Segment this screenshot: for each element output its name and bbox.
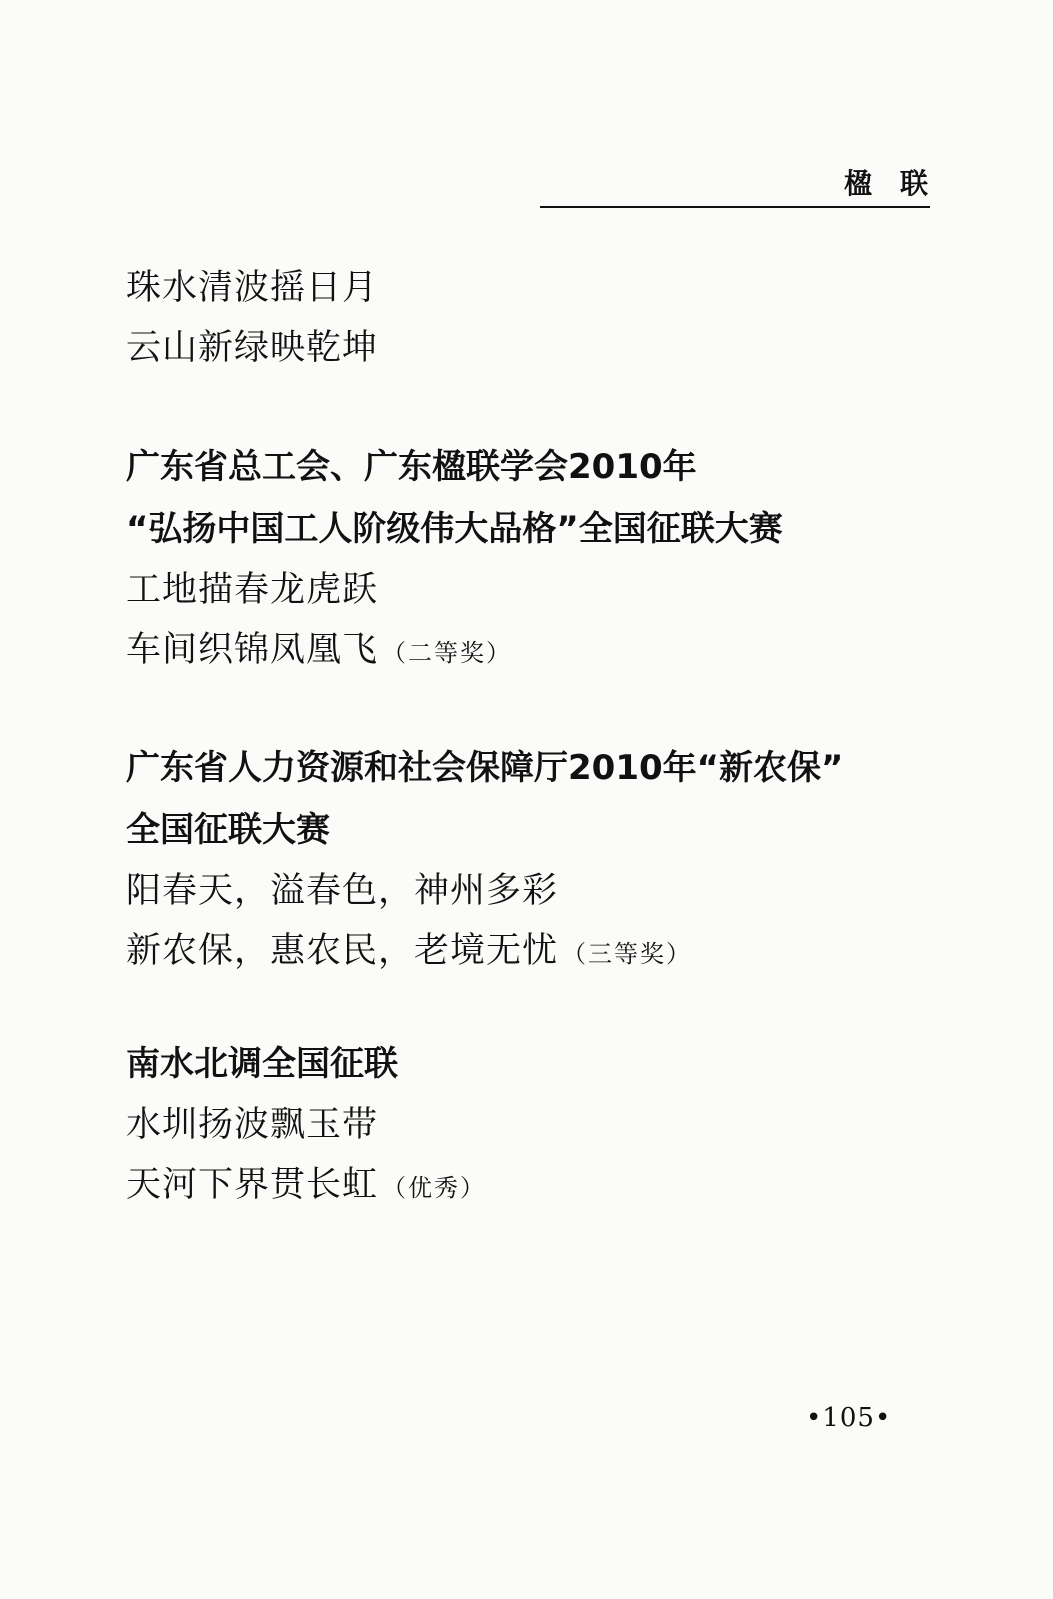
couplet-line: 云山新绿映乾坤 <box>126 328 379 368</box>
contest-heading: 南水北调全国征联 <box>126 1044 398 1084</box>
couplet-line: 工地描春龙虎跃 <box>126 570 379 610</box>
award-label: （二等奖） <box>382 639 513 667</box>
contest-heading: 广东省人力资源和社会保障厅2010年“新农保” <box>126 748 844 788</box>
couplet-line: 珠水清波摇日月 <box>126 268 379 308</box>
couplet-line-with-award <box>126 921 946 981</box>
contest-heading: “弘扬中国工人阶级伟大品格”全国征联大赛 <box>126 509 783 549</box>
couplet-line-with-award <box>126 1155 946 1215</box>
running-head <box>540 160 956 208</box>
couplet-line-with-award <box>126 620 946 680</box>
contest-block-2 <box>126 436 946 680</box>
contest-block-4 <box>126 1033 946 1215</box>
couplet-text: 车间织锦凤凰飞 <box>126 630 379 670</box>
couplet-text: 天河下界贯长虹 <box>126 1165 379 1205</box>
contest-heading: 全国征联大赛 <box>126 810 330 850</box>
couplet-line: 水圳扬波飘玉带 <box>126 1105 379 1145</box>
award-label: （优秀） <box>382 1174 487 1202</box>
award-label: （三等奖） <box>562 940 693 968</box>
contest-block-3 <box>126 737 946 981</box>
running-head-title: 楹联 <box>843 167 956 200</box>
couplet-text: 新农保，惠农民，老境无忧 <box>126 931 559 971</box>
contest-heading: 广东省总工会、广东楹联学会2010年 <box>126 447 697 487</box>
couplet-block-1 <box>126 258 946 378</box>
couplet-line: 阳春天，溢春色，神州多彩 <box>126 871 559 911</box>
page-number: •105• <box>806 1403 892 1433</box>
